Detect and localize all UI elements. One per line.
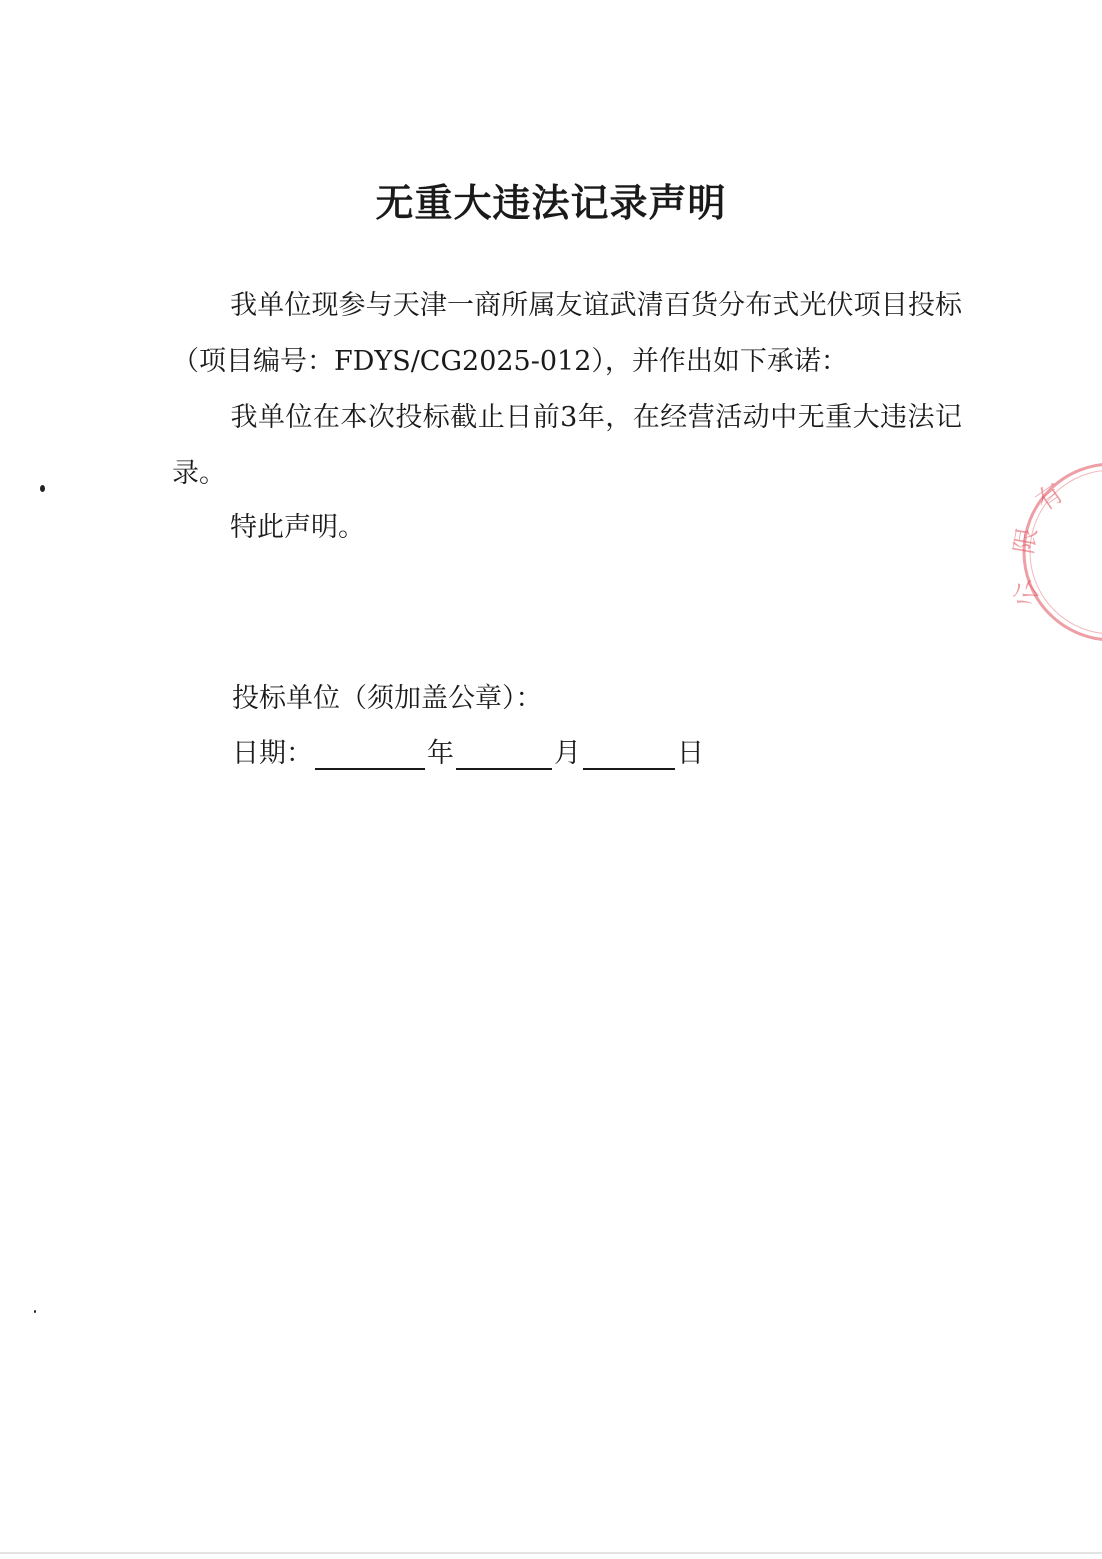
scan-speck — [40, 485, 45, 492]
date-label: 日期： — [232, 738, 313, 769]
year-blank — [315, 738, 425, 770]
svg-text:有: 有 — [1030, 478, 1070, 518]
month-blank — [456, 738, 552, 770]
statement-paragraph-1 — [172, 278, 962, 390]
statement-paragraph-1-text: 我单位现参与天津一商所属友谊武清百货分布式光伏项目投标（项目编号：FDYS/CG2025-012），并作出如下承诺： — [172, 290, 962, 377]
date-line — [232, 731, 704, 770]
svg-text:公: 公 — [1007, 573, 1047, 612]
statement-paragraph-2 — [172, 390, 962, 502]
month-label: 月 — [554, 738, 581, 769]
scan-speck — [34, 1310, 36, 1313]
document-title: 无重大违法记录声明 — [375, 180, 727, 225]
signature-label: 投标单位（须加盖公章）： — [232, 683, 543, 714]
day-blank — [583, 738, 675, 770]
day-label: 日 — [677, 738, 704, 769]
scan-edge-line — [0, 1552, 1102, 1554]
statement-paragraph-3-text: 特此声明。 — [230, 512, 365, 543]
year-label: 年 — [427, 738, 454, 769]
company-seal-stamp — [992, 460, 1102, 645]
statement-paragraph-2-text: 我单位在本次投标截止日前3年，在经营活动中无重大违法记录。 — [172, 402, 962, 489]
statement-paragraph-3 — [172, 500, 962, 556]
svg-text:限: 限 — [1009, 525, 1044, 557]
signature-line — [232, 676, 543, 715]
